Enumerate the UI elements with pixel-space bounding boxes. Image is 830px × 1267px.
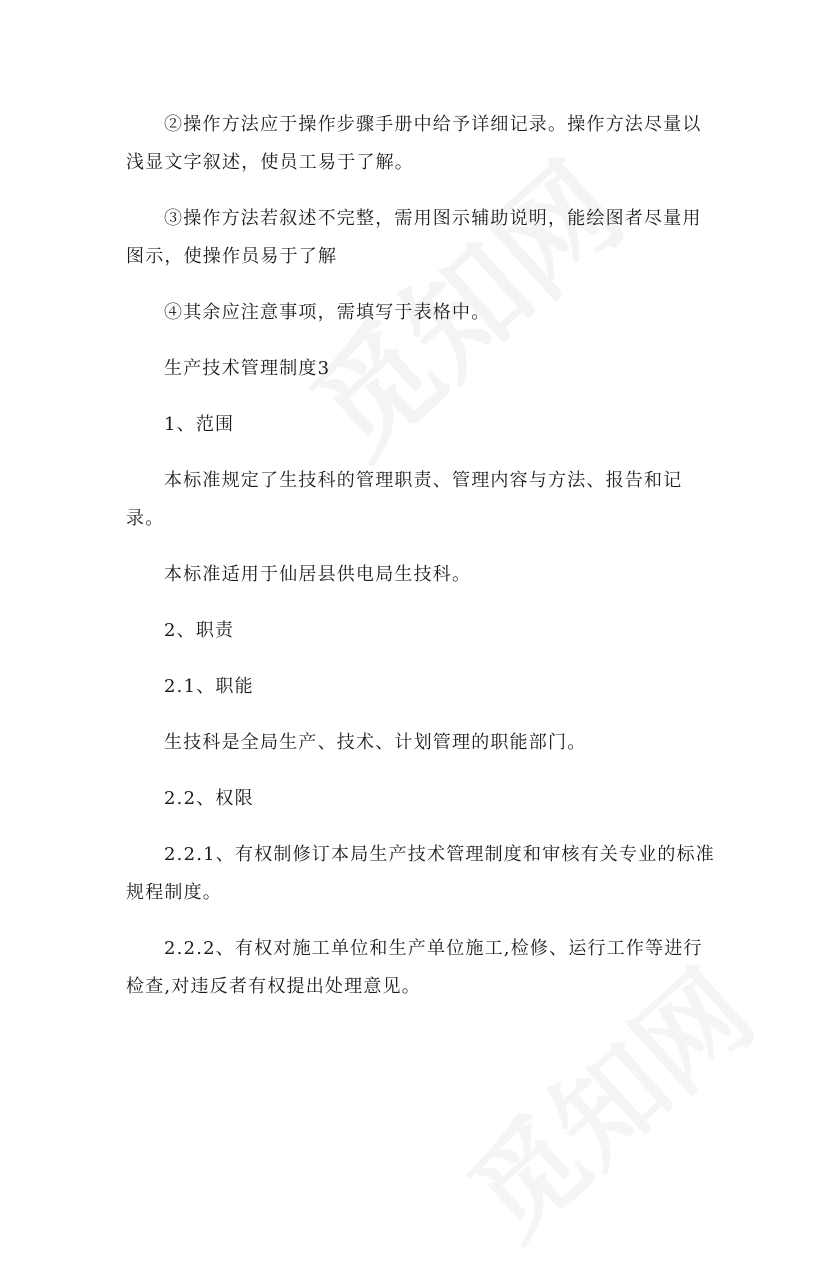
heading-scope: 1、范围 [164,414,235,435]
paragraph-step-2: ②操作方法应于操作步骤手册中给予详细记录。操作方法尽量以浅显文字叙述，使员工易于了解。 [126,114,702,173]
heading-function: 2.1、职能 [164,676,254,697]
paragraph-step-4: ④其余应注意事项，需填写于表格中。 [164,302,491,323]
heading-authority: 2.2、权限 [164,788,254,809]
paragraph-authority-1: 2.2.1、有权制修订本局生产技术管理制度和审核有关专业的标准规程制度。 [126,844,715,903]
paragraph-step-3: ③操作方法若叙述不完整，需用图示辅助说明，能绘图者尽量用图示，使操作员易于了解 [126,208,702,267]
section-title: 生产技术管理制度3 [164,358,331,379]
paragraph-function: 生技科是全局生产、技术、计划管理的职能部门。 [164,732,587,753]
paragraph-scope-1: 本标准规定了生技科的管理职责、管理内容与方法、报告和记录。 [126,470,683,529]
paragraph-authority-2: 2.2.2、有权对施工单位和生产单位施工,检修、运行工作等进行检查,对违反者有权提出处理意见。 [126,938,703,997]
paragraph-scope-2: 本标准适用于仙居县供电局生技科。 [164,564,472,585]
document-body [126,106,716,1024]
heading-duties: 2、职责 [164,620,235,641]
